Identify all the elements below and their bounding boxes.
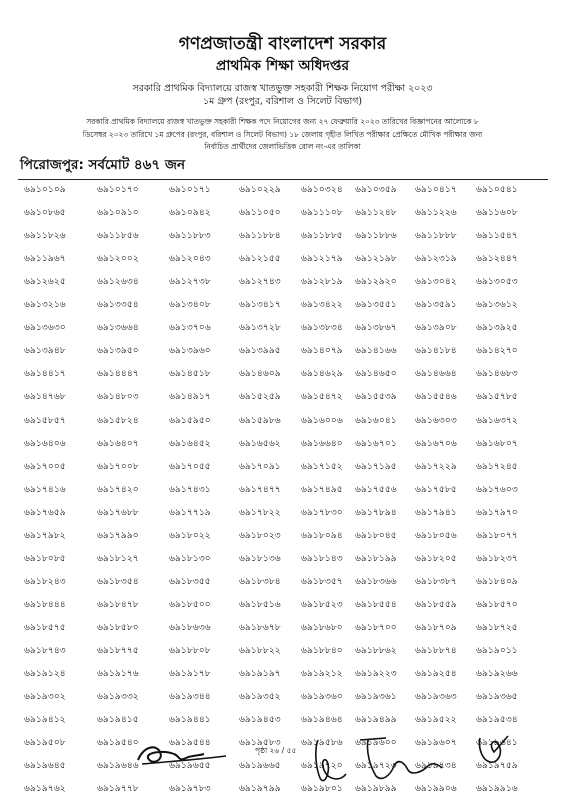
roll-number: ৬৯১৩৯৪৮ — [24, 345, 66, 357]
roll-number: ৬৯১৪৬৮৩ — [476, 368, 518, 380]
roll-number: ৬৯১৯১৭৬ — [97, 668, 139, 680]
roll-number: ৬৯১৬৭০৬ — [415, 437, 457, 449]
roll-number: ৬৯১৮০৯৪ — [301, 529, 343, 541]
roll-number: ৬৯১২৬৩৪ — [97, 276, 139, 288]
roll-number: ৬৯১২১৭৯ — [301, 253, 343, 265]
roll-number: ৬৯১০৯১০ — [97, 207, 139, 219]
roll-row — [0, 390, 565, 413]
roll-number: ৬৯১৮৬৭৮ — [239, 621, 281, 633]
roll-number: ৬৯১২৪৪৭ — [476, 253, 518, 265]
roll-row — [0, 367, 565, 390]
roll-number: ৬৯১৪৬৬৪ — [415, 368, 457, 380]
roll-number: ৬৯১৮১৪৩ — [301, 552, 343, 564]
roll-number: ৬৯১৮০২৩ — [239, 529, 281, 541]
roll-row — [0, 275, 565, 298]
roll-number: ৬৯১৮২৩৭ — [476, 552, 518, 564]
roll-number: ৬৯১৩৯৯৫ — [239, 345, 281, 357]
roll-number: ৬৯১২০০২ — [97, 253, 139, 265]
roll-number: ৬৯১৯৬০০ — [355, 737, 397, 749]
roll-number: ৬৯১৮২০৫ — [415, 552, 457, 564]
roll-row — [0, 321, 565, 344]
roll-number: ৬৯১২১৫৫ — [239, 253, 281, 265]
roll-number: ৬৯১৮৫৭৫ — [24, 621, 66, 633]
roll-number: ৬৯১৬৫৬২ — [239, 437, 281, 449]
roll-number: ৬৯১৭৮২২ — [239, 506, 281, 518]
roll-number: ৬৯১১৫৪৭ — [476, 230, 518, 242]
roll-number: ৬৯১৯৬০৭ — [415, 737, 457, 749]
roll-number: ৬৯১১২২৬ — [415, 207, 457, 219]
roll-number: ৬৯১৪৭৬৮ — [24, 391, 66, 403]
roll-number: ৬৯১৯৫০৮ — [24, 737, 66, 749]
roll-number: ৬৯১৩০৪২ — [415, 276, 457, 288]
roll-number: ৬৯১০৮৬৫ — [24, 207, 66, 219]
roll-number: ৬৯১৯১৭৮ — [169, 668, 211, 680]
roll-number: ৬৯১৬৪০৭ — [97, 437, 139, 449]
signature-4 — [474, 730, 514, 770]
roll-number: ৬৯১৯৪১৫ — [97, 714, 139, 726]
roll-number: ৬৯১০৫৪১ — [476, 184, 518, 195]
district-heading: পিরোজপুর: সর্বমোট ৪৬৭ জন — [20, 157, 186, 173]
roll-number: ৬৯১৮৮৭৪ — [415, 645, 457, 656]
roll-number: ৬৯১৭৪৯৫ — [301, 483, 343, 495]
roll-number: ৬৯১৭৯৭০ — [476, 506, 518, 518]
roll-number: ৬৯১৫৮২৪ — [97, 414, 139, 426]
roll-number: ৬৯১৭১৯৫ — [355, 460, 397, 472]
document-header — [0, 34, 565, 154]
government-title: গণপ্রজাতন্ত্রী বাংলাদেশ সরকার — [178, 34, 387, 54]
roll-number: ৬৯১১৮৮৪ — [239, 230, 281, 242]
roll-number: ৬৯১৯৪১২ — [24, 714, 66, 726]
roll-number: ৬৯১৪৬০৯ — [239, 368, 281, 380]
notice-line-3: নির্বাচিত প্রার্থীদের জেলাভিত্তিক রোল নং-এর তালিকা — [204, 142, 361, 151]
roll-number: ৬৯১৭৪১৬ — [24, 483, 66, 495]
roll-number: ৬৯১১৮২৬ — [24, 230, 66, 242]
roll-number: ৬৯১৭০৯১ — [239, 460, 281, 472]
roll-number: ৬৯১৩৯২৫ — [476, 322, 518, 334]
roll-number: ৬৯১৯৭২০ — [301, 760, 343, 772]
roll-number: ৬৯১৩৩৫৪ — [97, 299, 139, 311]
roll-number: ৬৯১৭০০৫ — [24, 460, 66, 472]
roll-number: ৬৯১৮৬৮০ — [301, 621, 343, 633]
roll-number: ৬৯১৯৭২৩ — [355, 760, 397, 772]
roll-number: ৬৯১৯১২৪ — [24, 668, 66, 680]
roll-number: ৬৯১৮৭০৯ — [415, 621, 457, 633]
roll-number: ৬৯১৯৯১৬ — [476, 783, 518, 795]
roll-number: ৬৯১৯৫২২ — [415, 714, 457, 726]
roll-number: ৬৯১৭০০৮ — [97, 460, 139, 472]
roll-number: ৬৯১৭২২৯ — [415, 460, 457, 472]
roll-number: ৬৯১৯৭৬২ — [24, 783, 66, 795]
roll-row — [0, 483, 565, 506]
roll-number: ৬৯১৩০৫৩ — [476, 276, 518, 288]
roll-number: ৬৯১৮৩৬৬ — [355, 575, 397, 587]
roll-number: ৬৯১৮৩৮৭ — [415, 575, 457, 587]
roll-number: ৬৯১৩৪০৮ — [169, 299, 211, 311]
roll-number: ৬৯১৯২৬৬ — [476, 668, 518, 680]
roll-number: ৬৯১৭০৫৫ — [169, 460, 211, 472]
roll-number: ৬৯১৯৪৯৯ — [355, 714, 397, 726]
roll-number: ৬৯১৮০৮৫ — [24, 552, 66, 564]
roll-number: ৬৯১২৮১৯ — [301, 276, 343, 288]
roll-number: ৬৯১৯৭৮৩ — [169, 783, 211, 795]
roll-number: ৬৯১৯৫৮৩ — [239, 737, 281, 749]
roll-number: ৬৯১৯৬৪৬ — [97, 760, 139, 772]
roll-number: ৬৯১৮৭২৫ — [476, 621, 518, 633]
roll-number: ৬৯১৫৮৫৭ — [24, 414, 66, 426]
roll-number: ৬৯১৭৯৯০ — [97, 529, 139, 541]
roll-number: ৬৯১৮০২২ — [169, 529, 211, 541]
exam-title: সরকারি প্রাথমিক বিদ্যালয়ে রাজস্ব খাতভুক্ত সহকারী শিক্ষক নিয়োগ পরীক্ষা ২০২৩ — [132, 83, 433, 94]
roll-number: ৬৯১২০৪৩ — [169, 253, 211, 265]
roll-number: ৬৯১১৮৮৫ — [301, 230, 343, 242]
roll-number: ৬৯১৮৩৫৭ — [301, 575, 343, 587]
roll-number: ৬৯১০৪১৭ — [415, 184, 457, 195]
roll-row — [0, 414, 565, 437]
roll-row — [0, 598, 565, 621]
roll-row — [0, 552, 565, 575]
roll-number: ৬৯১৯০১১ — [476, 645, 518, 656]
roll-number: ৬৯১৭৪৭৭ — [239, 483, 281, 495]
roll-number: ৬৯১৮৮৪০ — [301, 645, 343, 656]
roll-number: ৬৯১৩৪২২ — [301, 299, 343, 311]
roll-number: ৬৯১৪৪১৭ — [24, 368, 66, 380]
roll-number: ৬৯১৯৪৫৩ — [239, 714, 281, 726]
page-footer — [0, 744, 565, 800]
roll-row — [0, 621, 565, 644]
roll-number: ৬৯১৬৩০৩ — [415, 414, 457, 426]
roll-number: ৬৯১৩৯০৮ — [415, 322, 457, 334]
roll-number: ৬৯১১৮৫৬ — [97, 230, 139, 242]
roll-number: ৬৯১৯৭৯৯ — [239, 783, 281, 795]
roll-number: ৬৯১৮৮২২ — [239, 645, 281, 656]
roll-number: ৬৯১১১০৮ — [301, 207, 343, 219]
roll-number: ৬৯১৩৫৯১ — [415, 299, 457, 311]
roll-number: ৬৯১১৯৬৭ — [24, 253, 66, 265]
roll-row — [0, 460, 565, 483]
roll-number: ৬৯১৮১৯৯ — [355, 552, 397, 564]
roll-number: ৬৯১৮১৩০ — [169, 552, 211, 564]
roll-number: ৬৯১৮১৩৬ — [239, 552, 281, 564]
directorate-title: প্রাথমিক শিক্ষা অধিদপ্তর — [215, 58, 350, 74]
roll-number: ৬৯১০২২৯ — [239, 184, 281, 195]
roll-number: ৬৯১৭২৪৫ — [476, 460, 518, 472]
roll-number: ৬৯১৯৩০২ — [24, 691, 66, 703]
roll-number: ৬৯১১০৫০ — [239, 207, 281, 219]
roll-number: ৬৯১৪৬৫০ — [355, 368, 397, 380]
roll-number: ৬৯১৮৪৭৮ — [97, 598, 139, 610]
roll-number: ৬৯১৭৯৪১ — [415, 506, 457, 518]
roll-number: ৬৯১২৭৩৮ — [169, 276, 211, 288]
notice-text — [30, 116, 535, 154]
roll-number: ৬৯১৭৮৯৪ — [355, 506, 397, 518]
roll-number: ৬৯১৯৪৬৪ — [301, 714, 343, 726]
roll-number: ৬৯১৫৫৪৬ — [415, 391, 457, 403]
roll-number: ৬৯১৬৮০৭ — [476, 437, 518, 449]
roll-number: ৬৯১৯৫৪৪ — [169, 737, 211, 749]
district-heading-bar — [18, 151, 548, 180]
roll-number: ৬৯১৫৪৭২ — [301, 391, 343, 403]
roll-number: ৬৯১৯২১২ — [301, 668, 343, 680]
roll-number: ৬৯১২৭৪৩ — [239, 276, 281, 288]
roll-number: ৬৯১৮৩৮৪ — [239, 575, 281, 587]
roll-number: ৬৯১৪৬২৯ — [301, 368, 343, 380]
roll-number: ৬৯১৪৫১৮ — [169, 368, 211, 380]
roll-number: ৬৯১৬৪৫২ — [169, 437, 211, 449]
roll-number: ৬৯১৩৯৬০ — [169, 345, 211, 357]
roll-number: ৬৯১০৩২৪ — [301, 184, 343, 195]
roll-number: ৬৯১৯৩৩২ — [97, 691, 139, 703]
roll-number: ৬৯১৮৮০৮ — [169, 645, 211, 656]
roll-row — [0, 183, 565, 206]
roll-number: ৬৯১৩৪১৭ — [239, 299, 281, 311]
roll-number: ৬৯১৯৫৩৪ — [476, 714, 518, 726]
roll-row — [0, 298, 565, 321]
roll-number: ৬৯১৭১৫২ — [301, 460, 343, 472]
roll-number: ৬৯১২৯২০ — [355, 276, 397, 288]
roll-number: ৬৯১৭৬০৩ — [476, 483, 518, 495]
roll-number: ৬৯১১৮৮৬ — [355, 230, 397, 242]
roll-number: ৬৯১৫৯৫০ — [169, 414, 211, 426]
roll-number: ৬৯১০৩৫৯ — [355, 184, 397, 195]
roll-number: ৬৯১৭৪২০ — [97, 483, 139, 495]
roll-number: ৬৯১৩৭০৬ — [169, 322, 211, 334]
roll-number: ৬৯১৩৮৬৭ — [355, 322, 397, 334]
roll-number: ৬৯১৩৭২৮ — [239, 322, 281, 334]
roll-number: ৬৯১১৮৮৮ — [415, 230, 457, 242]
roll-number: ৬৯১৮৪০৯ — [476, 575, 518, 587]
roll-number: ৬৯১৭৭১৯ — [169, 506, 211, 518]
roll-number: ৬৯১১৮৮৩ — [169, 230, 211, 242]
roll-number: ৬৯১৭৪৩১ — [169, 483, 211, 495]
roll-number: ৬৯১৮৩৫৫ — [169, 575, 211, 587]
roll-number: ৬৯১৮৫৭০ — [476, 598, 518, 610]
roll-number: ৬৯১৩৬৩০ — [24, 322, 66, 334]
roll-number: ৬৯১৮৭৭৫ — [97, 645, 139, 656]
roll-number: ৬৯১৪১৬৬ — [355, 345, 397, 357]
exam-group: ১ম গ্রুপ (রংপুর, বরিশাল ও সিলেট বিভাগ) — [202, 96, 363, 107]
roll-number: ৬৯১৭৮৩০ — [301, 506, 343, 518]
roll-number: ৬৯১৬০০৬ — [301, 414, 343, 426]
roll-number: ৬৯১৪২৭০ — [476, 345, 518, 357]
roll-number: ৬৯১৩৮৩৪ — [301, 322, 343, 334]
roll-row — [0, 529, 565, 552]
roll-number: ৬৯১৩৫৫১ — [355, 299, 397, 311]
roll-number: ৬৯১৯৭৩৪ — [415, 760, 457, 772]
roll-number: ৬৯১৩৯৫০ — [97, 345, 139, 357]
roll-number: ৬৯১০১৭০ — [97, 184, 139, 195]
roll-number: ৬৯১৩৬১২ — [476, 299, 518, 311]
roll-number: ৬৯১৩২১৬ — [24, 299, 66, 311]
roll-number: ৬৯১৭৫৮৫ — [415, 483, 457, 495]
roll-row — [0, 344, 565, 367]
roll-number: ৬৯১৫৫৩৯ — [355, 391, 397, 403]
roll-number: ৬৯১৬৩৭২ — [476, 414, 518, 426]
roll-number: ৬৯১৪৯১৭ — [169, 391, 211, 403]
roll-number: ৬৯১৮৫২৩ — [301, 598, 343, 610]
roll-number: ৬৯১১২৪৮ — [355, 207, 397, 219]
roll-number: ৬৯১৮৪৪৪ — [24, 598, 66, 610]
roll-number: ৬৯১৮৫১৬ — [239, 598, 281, 610]
roll-number: ৬৯১৫৯৮৬ — [239, 414, 281, 426]
roll-number: ৬৯১৯৭৭৮ — [97, 783, 139, 795]
roll-number: ৬৯১৮৫৫৪ — [355, 598, 397, 610]
roll-number: ৬৯১৯৯০৬ — [415, 783, 457, 795]
roll-number: ৬৯১৯১৯৭ — [239, 668, 281, 680]
roll-number: ৬৯১৯৬৪৫ — [24, 760, 66, 772]
roll-number: ৬৯১৬০৪১ — [355, 414, 397, 426]
page-number: পৃষ্ঠা ২৬ / ৫৫ — [255, 746, 297, 755]
roll-number: ৬৯১৮৭৪৩ — [24, 645, 66, 656]
roll-number: ৬৯১৮৬৩৬ — [169, 621, 211, 633]
roll-number: ৬৯১০১৭১ — [169, 184, 211, 195]
roll-number: ৬৯১৮৫০০ — [169, 598, 211, 610]
roll-number: ৬৯১৮২৪৩ — [24, 575, 66, 587]
roll-row — [0, 667, 565, 690]
roll-number: ৬৯১৯২৫৪ — [415, 668, 457, 680]
roll-number: ৬৯১৩৬৬৪ — [97, 322, 139, 334]
roll-number: ৬৯১৬৭০১ — [355, 437, 397, 449]
roll-number: ৬৯১২৬২৫ — [24, 276, 66, 288]
roll-number: ৬৯১৯৩৪৪ — [169, 691, 211, 703]
roll-number: ৬৯১৯৬৬৫ — [239, 760, 281, 772]
roll-number: ৬৯১৯৩৫২ — [239, 691, 281, 703]
roll-number: ৬৯১৯৩৬৫ — [476, 691, 518, 703]
roll-number: ৬৯১৮৫৫৯ — [415, 598, 457, 610]
roll-number: ৬৯১৪৪৪৭ — [97, 368, 139, 380]
roll-number: ৬৯১১৬০৮ — [476, 207, 518, 219]
roll-number: ৬৯১৯৮০১ — [301, 783, 343, 795]
roll-number: ৬৯১৭৬৫৯ — [24, 506, 66, 518]
roll-number: ৬৯১৭৫৫৬ — [355, 483, 397, 495]
roll-number: ৬৯১০৯৪২ — [169, 207, 211, 219]
roll-number: ৬৯১৪১৮৪ — [415, 345, 457, 357]
signature-1 — [134, 738, 234, 772]
roll-number: ৬৯১৯৬৪১ — [476, 737, 518, 749]
roll-number: ৬৯১৬৪০৬ — [24, 437, 66, 449]
roll-number: ৬৯১৯৮৯৯ — [355, 783, 397, 795]
roll-number: ৬৯১৯৩৬১ — [355, 691, 397, 703]
roll-row — [0, 506, 565, 529]
roll-number: ৬৯১৪৮০৩ — [97, 391, 139, 403]
roll-number: ৬৯১৯৭৫৯ — [476, 760, 518, 772]
roll-number: ৬৯১৭৯৮২ — [24, 529, 66, 541]
roll-number: ৬৯১৮০৫৬ — [415, 529, 457, 541]
roll-number: ৬৯১৮৫৮০ — [97, 621, 139, 633]
roll-number: ৬৯১০১০৯ — [24, 184, 66, 195]
roll-row — [0, 437, 565, 460]
roll-number: ৬৯১৯৩৬০ — [301, 691, 343, 703]
roll-number: ৬৯১৮৭০০ — [355, 621, 397, 633]
roll-row — [0, 206, 565, 229]
roll-number: ৬৯১২৩১৯ — [415, 253, 457, 265]
roll-number: ৬৯১৮৩৫৪ — [97, 575, 139, 587]
roll-number: ৬৯১৮১২৭ — [97, 552, 139, 564]
roll-row — [0, 229, 565, 252]
notice-line-2: ডিসেম্বর ২০২৩ তারিখে ১ম গ্রুপের (রংপুর, বরিশাল ও সিলেট বিভাগ) ১৮ জেলায় গৃহীত লিখিত পরীক্ষার প্রেক্ষিতে মৌখিক পরীক্ষার জন্য — [82, 129, 483, 139]
roll-number: ৬৯১৯৪৪১ — [169, 714, 211, 726]
roll-number: ৬৯১৫৭৮৫ — [476, 391, 518, 403]
roll-row — [0, 575, 565, 598]
roll-number: ৬৯১৯৫৪০ — [97, 737, 139, 749]
roll-number: ৬৯১৯২২৩ — [355, 668, 397, 680]
roll-number: ৬৯১৮০৭৭ — [476, 529, 518, 541]
signature-2 — [310, 734, 354, 792]
roll-number: ৬৯১৯৩৬৩ — [415, 691, 457, 703]
roll-number: ৬৯১২১৯৮ — [355, 253, 397, 265]
roll-number: ৬৯১৮৮৬২ — [355, 645, 397, 656]
signature-3 — [356, 732, 446, 790]
roll-row — [0, 644, 565, 667]
roll-row — [0, 252, 565, 275]
roll-number: ৬৯১৯৬৫৫ — [169, 760, 211, 772]
roll-number: ৬৯১৭৬৮৮ — [97, 506, 139, 518]
roll-number: ৬৯১৫২৫৯ — [239, 391, 281, 403]
roll-number: ৬৯১৮০৪৫ — [355, 529, 397, 541]
roll-number: ৬৯১৯৫৮৬ — [301, 737, 343, 749]
roll-row — [0, 690, 565, 713]
roll-number: ৬৯১৪০৭৯ — [301, 345, 343, 357]
roll-number: ৬৯১৬৬৪০ — [301, 437, 343, 449]
notice-line-1: সরকারি প্রাথমিক বিদ্যালয়ে রাজস্ব খাতভুক্ত সহকারী শিক্ষক পদে নিয়োগের জন্য ২৭ ফেব্রুয়ারি ২০২৩ তারিখের বিজ্ঞাপনের আলোকে ৮ — [86, 117, 479, 126]
